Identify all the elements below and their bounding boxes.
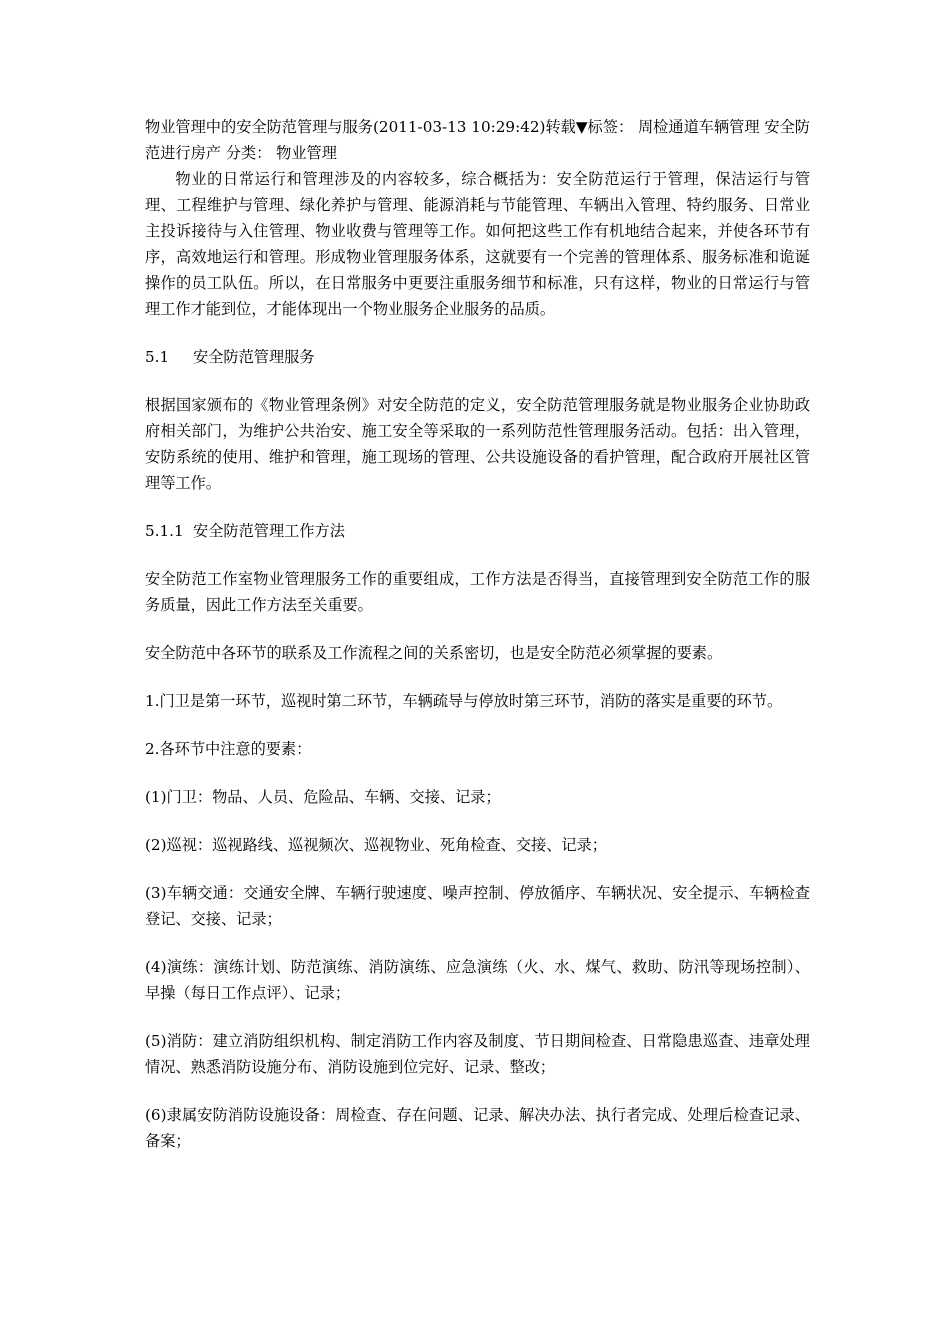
document-page: [145, 114, 810, 1154]
section-title: 安全防范管理服务: [193, 348, 315, 366]
sub-item-3: (3)车辆交通：交通安全牌、车辆行驶速度、噪声控制、停放循序、车辆状况、安全提示、车辆检查登记、交接、记录；: [145, 884, 810, 928]
sub-item-1: (1)门卫：物品、人员、危险品、车辆、交接、记录；: [145, 788, 501, 806]
section-heading: [145, 344, 810, 370]
sub-item-6: (6)隶属安防消防设施设备：周检查、存在问题、记录、解决办法、执行者完成、处理后检查记录、备案；: [145, 1106, 810, 1150]
subsection-title: 安全防范管理工作方法: [193, 522, 345, 540]
subsection-heading: [145, 518, 810, 544]
paragraph-1: 安全防范工作室物业管理服务工作的重要组成，工作方法是否得当，直接管理到安全防范工作的服务质量，因此工作方法至关重要。: [145, 570, 810, 614]
intro-paragraph: 物业的日常运行和管理涉及的内容较多，综合概括为：安全防范运行于管理，保洁运行与管理、工程维护与管理、绿化养护与管理、能源消耗与节能管理、车辆出入管理、特约服务、日常业主投诉接待与入住管理、物业收费与管理等工作。如何把这些工作有机地结合起来，并使各环节有序，高效地运行和管理。形成物业管理服务体系，这就要有一个完善的管理体系、服务标准和诡诞操作的员工队伍。所以，在日常服务中更要注重服务细节和标准，只有这样，物业的日常运行与管理工作才能到位，才能体现出一个物业服务企业服务的品质。: [145, 170, 810, 318]
sub-item-5: (5)消防：建立消防组织机构、制定消防工作内容及制度、节日期间检查、日常隐患巡查、违章处理情况、熟悉消防设施分布、消防设施到位完好、记录、整改；: [145, 1032, 810, 1076]
subsection-number: 5.1.1: [145, 522, 184, 540]
sub-item-2: (2)巡视：巡视路线、巡视频次、巡视物业、死角检查、交接、记录；: [145, 836, 607, 854]
section-number: 5.1: [145, 348, 170, 366]
article-header: 物业管理中的安全防范管理与服务(2011-03-13 10:29:42)转载▼标签： 周检通道车辆管理 安全防范进行房产 分类： 物业管理: [145, 118, 810, 162]
sub-item-4: (4)演练：演练计划、防范演练、消防演练、应急演练（火、水、煤气、救助、防汛等现场控制）、早操（每日工作点评）、记录；: [145, 958, 810, 1002]
list-item-1: 1.门卫是第一环节，巡视时第二环节，车辆疏导与停放时第三环节，消防的落实是重要的环节。: [145, 692, 783, 710]
list-item-2: 2.各环节中注意的要素：: [145, 740, 312, 758]
paragraph-2: 安全防范中各环节的联系及工作流程之间的关系密切，也是安全防范必须掌握的要素。: [145, 644, 723, 662]
section-paragraph: 根据国家颁布的《物业管理条例》对安全防范的定义，安全防范管理服务就是物业服务企业协助政府相关部门，为维护公共治安、施工安全等采取的一系列防范性管理服务活动。包括：出入管理，安防系统的使用、维护和管理，施工现场的管理、公共设施设备的看护管理，配合政府开展社区管理等工作。: [145, 396, 810, 492]
